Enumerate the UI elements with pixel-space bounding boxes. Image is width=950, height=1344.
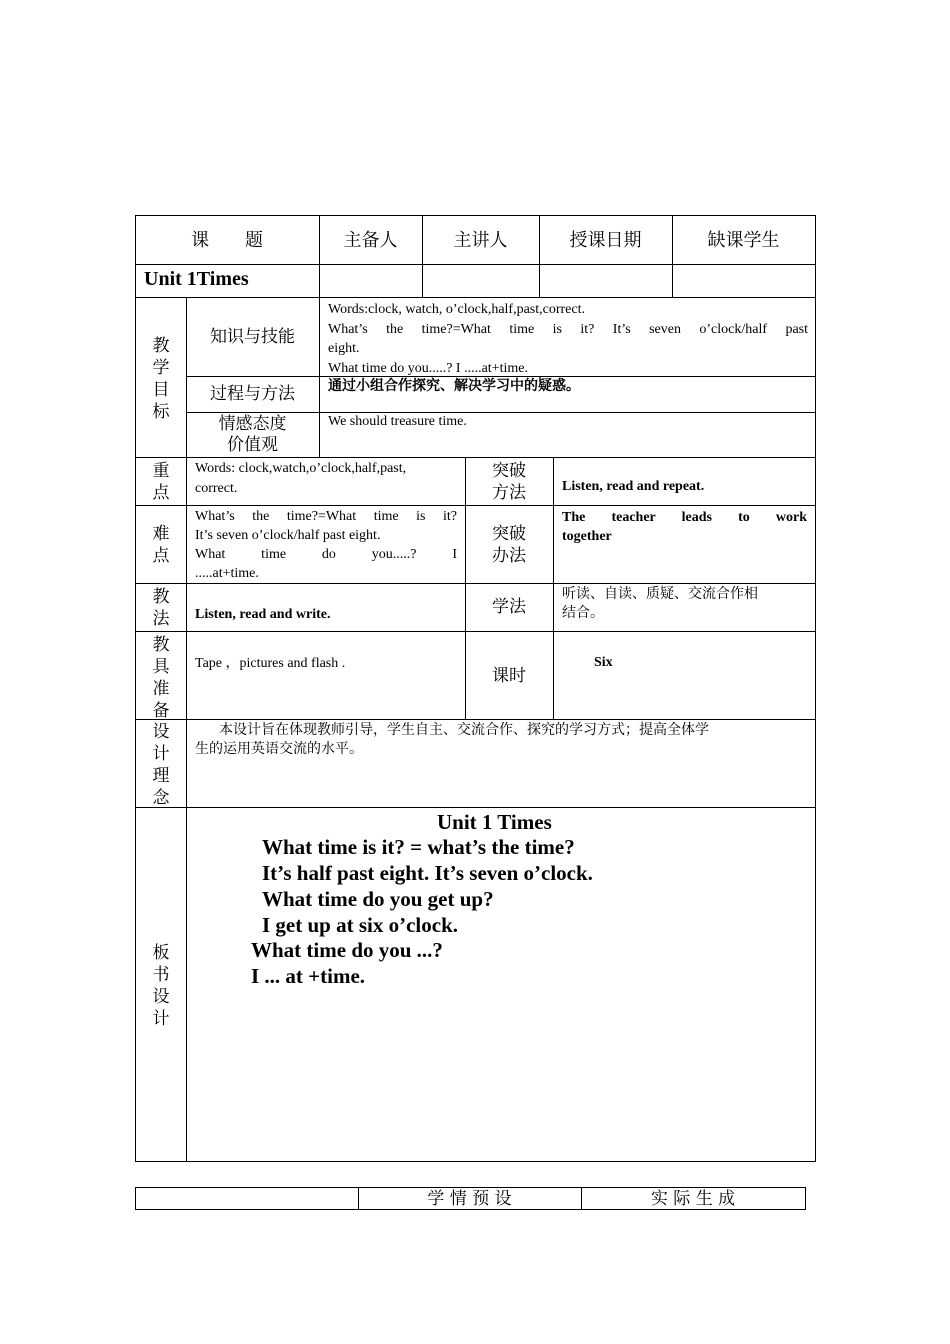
difficulties-label: 难 点 — [152, 524, 170, 566]
process-text: 通过小组合作探究、解决学习中的疑惑。 — [328, 378, 580, 394]
unit-title: Unit 1Times — [144, 268, 249, 290]
emotion-text: We should treasure time. — [328, 414, 467, 429]
header-date: 授课日期 — [569, 230, 642, 251]
board-label: 板 书 设 计 — [152, 943, 170, 1029]
key-points-label: 重 点 — [152, 461, 170, 503]
header-lead-preparer: 主备人 — [343, 230, 398, 251]
period-value: Six — [594, 655, 613, 670]
period-label: 课时 — [492, 666, 526, 686]
footer-learning-preset: 学 情 预 设 — [427, 1189, 512, 1209]
objectives-label: 教 学 目 标 — [152, 336, 170, 422]
tools-label: 教 具 准 备 — [152, 635, 170, 721]
header-topic: 课 题 — [191, 230, 263, 251]
board-line-1: What time is it? = what’s the time? — [262, 835, 575, 859]
header-lecturer: 主讲人 — [453, 230, 508, 251]
study-method-text: 听读、自读、质疑、交流合作相 结合。 — [562, 586, 758, 621]
tools-text: Tape ，pictures and flash . — [195, 656, 346, 671]
knowledge-text: Words:clock, watch, o’clock,half,past,correct. What’s the time?=What time is it? It’s seven o’clock/half past eight. What time do you.....? I .....at+time. — [328, 302, 808, 376]
board-line-4: I get up at six o’clock. — [262, 913, 458, 937]
board-title: Unit 1 Times — [437, 810, 552, 834]
key-method-label: 突破 方法 — [492, 461, 526, 503]
teaching-method-text: Listen, read and write. — [195, 607, 331, 622]
knowledge-label: 知识与技能 — [210, 327, 295, 347]
process-label: 过程与方法 — [210, 384, 295, 404]
difficulty-method-text: The teacher leads to work together — [562, 510, 807, 544]
difficulties-text: What’s the time?=What time is it? It’s seven o’clock/half past eight. What time do you.....? I .....at+time. — [195, 509, 457, 581]
board-line-5: What time do you ...? — [251, 938, 443, 962]
design-concept-label: 设 计 理 念 — [152, 722, 170, 808]
emotion-label: 情感态度 价值观 — [218, 414, 287, 455]
board-line-6: I ... at +time. — [251, 964, 366, 988]
teaching-method-label: 教 法 — [152, 587, 170, 629]
board-line-2: It’s half past eight. It’s seven o’clock. — [262, 861, 593, 885]
key-points-text: Words: clock,watch,o’clock,half,past, correct. — [195, 461, 407, 496]
difficulty-method-label: 突破 办法 — [492, 524, 526, 566]
study-method-label: 学法 — [492, 597, 526, 617]
header-absent: 缺课学生 — [707, 230, 780, 251]
key-method-text: Listen, read and repeat. — [562, 479, 705, 494]
board-line-3: What time do you get up? — [262, 887, 494, 911]
design-concept-text: 本设计旨在体现教师引导，学生自主、交流合作、探究的学习方式；提高全体学 生的运用英语交流的水平。 — [195, 722, 709, 757]
footer-actual-outcome: 实 际 生 成 — [650, 1189, 736, 1209]
